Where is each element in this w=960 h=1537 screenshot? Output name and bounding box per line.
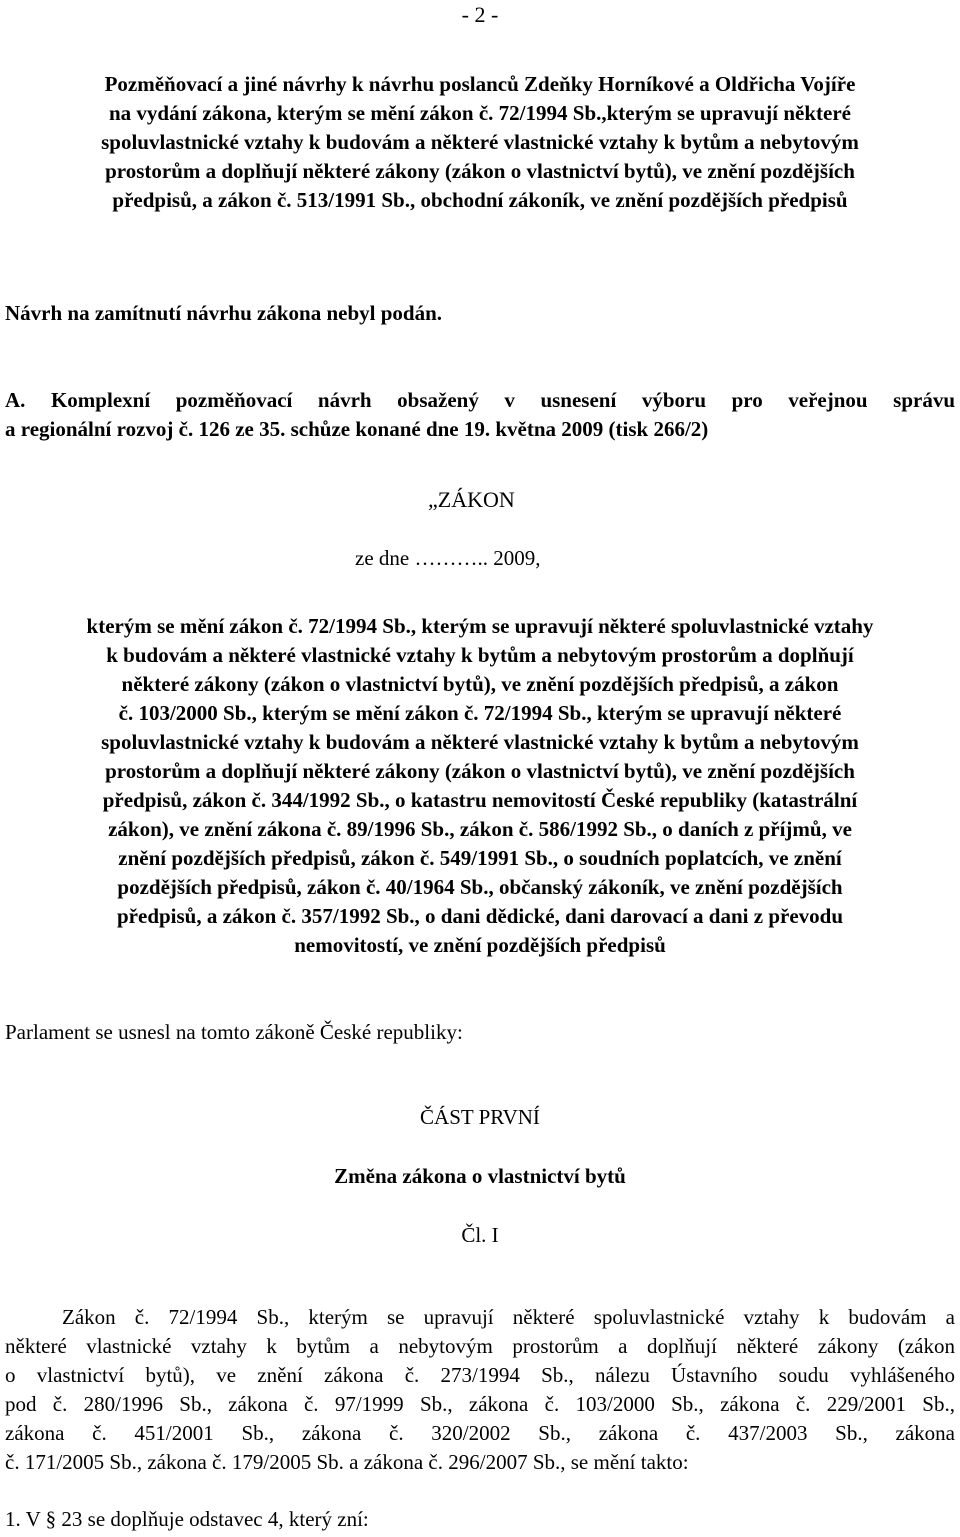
law-heading: „ZÁKON bbox=[428, 487, 515, 512]
law-title-line: k budovám a některé vlastnické vztahy k bytům a nebytovým prostorům a doplňují bbox=[106, 643, 854, 667]
law-title-line: znění pozdějších předpisů, zákon č. 549/1991 Sb., o soudních poplatcích, ve znění bbox=[118, 846, 842, 870]
part-heading: ČÁST PRVNÍ bbox=[420, 1105, 540, 1129]
title-line: Pozměňovací a jiné návrhy k návrhu poslanců Zdeňky Horníkové a Oldřicha Vojíře bbox=[104, 72, 856, 96]
law-title-line: předpisů, zákon č. 344/1992 Sb., o katastru nemovitostí České republiky (katastrální bbox=[102, 788, 858, 812]
title-line: na vydání zákona, kterým se mění zákon č. 72/1994 Sb.,kterým se upravují některé bbox=[109, 101, 851, 125]
law-title-line: předpisů, a zákon č. 357/1992 Sb., o dani dědické, dani darovací a dani z převodu bbox=[117, 904, 843, 928]
law-title-line: č. 103/2000 Sb., kterým se mění zákon č. 72/1994 Sb., kterým se upravují některé bbox=[118, 701, 842, 725]
body-line: zákona č. 451/2001 Sb., zákona č. 320/2002 Sb., zákona č. 437/2003 Sb., zákona bbox=[5, 1421, 955, 1445]
rejection-note: Návrh na zamítnutí návrhu zákona nebyl podán. bbox=[5, 301, 443, 325]
body-line: Zákon č. 72/1994 Sb., kterým se upravují některé spoluvlastnické vztahy k budovám a bbox=[62, 1305, 955, 1329]
item-a-line: a regionální rozvoj č. 126 ze 35. schůze konané dne 19. května 2009 (tisk 266/2) bbox=[5, 417, 709, 441]
law-title-line: některé zákony (zákon o vlastnictví bytů), ve znění pozdějších předpisů, a zákon bbox=[121, 672, 839, 696]
amendment-item-a bbox=[5, 386, 955, 444]
article-heading: Čl. I bbox=[461, 1223, 499, 1247]
body-line: pod č. 280/1996 Sb., zákona č. 97/1999 Sb., zákona č. 103/2000 Sb., zákona č. 229/2001 Sb., bbox=[5, 1392, 955, 1416]
body-line: č. 171/2005 Sb., zákona č. 179/2005 Sb. a zákona č. 296/2007 Sb., se mění takto: bbox=[5, 1450, 689, 1474]
law-title-line: nemovitostí, ve znění pozdějších předpisů bbox=[294, 933, 666, 957]
title-line: předpisů, a zákon č. 513/1991 Sb., obchodní zákoník, ve znění pozdějších předpisů bbox=[112, 188, 848, 212]
law-title-line: pozdějších předpisů, zákon č. 40/1964 Sb., občanský zákoník, ve znění pozdějších bbox=[117, 875, 843, 899]
title-line: spoluvlastnické vztahy k budovám a některé vlastnické vztahy k bytům a nebytovým bbox=[101, 130, 859, 154]
law-title-line: zákon), ve znění zákona č. 89/1996 Sb., zákon č. 586/1992 Sb., o daních z příjmů, ve bbox=[108, 817, 852, 841]
law-title-line: spoluvlastnické vztahy k budovám a některé vlastnické vztahy k bytům a nebytovým bbox=[101, 730, 859, 754]
title-line: prostorům a doplňují některé zákony (zákon o vlastnictví bytů), ve znění pozdějších bbox=[105, 159, 855, 183]
law-title bbox=[0, 612, 960, 960]
body-line: některé vlastnické vztahy k bytům a nebytovým prostorům a doplňují některé zákony (zákon bbox=[5, 1334, 955, 1358]
document-title bbox=[0, 70, 960, 215]
body-line: o vlastnictví bytů), ve znění zákona č. 273/1994 Sb., nálezu Ústavního soudu vyhlášeného bbox=[5, 1363, 955, 1387]
law-title-line: prostorům a doplňují některé zákony (zákon o vlastnictví bytů), ve znění pozdějších bbox=[105, 759, 855, 783]
law-title-line: kterým se mění zákon č. 72/1994 Sb., kterým se upravují některé spoluvlastnické vztahy bbox=[86, 614, 874, 638]
point-1: 1. V § 23 se doplňuje odstavec 4, který zní: bbox=[5, 1507, 369, 1531]
page-number: - 2 - bbox=[461, 2, 499, 27]
law-date: ze dne ……….. 2009, bbox=[355, 546, 541, 570]
body-paragraph bbox=[5, 1303, 955, 1477]
enactment-clause: Parlament se usnesl na tomto zákoně České republiky: bbox=[5, 1020, 463, 1044]
item-a-line: A. Komplexní pozměňovací návrh obsažený v usnesení výboru pro veřejnou správu bbox=[5, 388, 955, 412]
part-title: Změna zákona o vlastnictví bytů bbox=[334, 1164, 626, 1188]
